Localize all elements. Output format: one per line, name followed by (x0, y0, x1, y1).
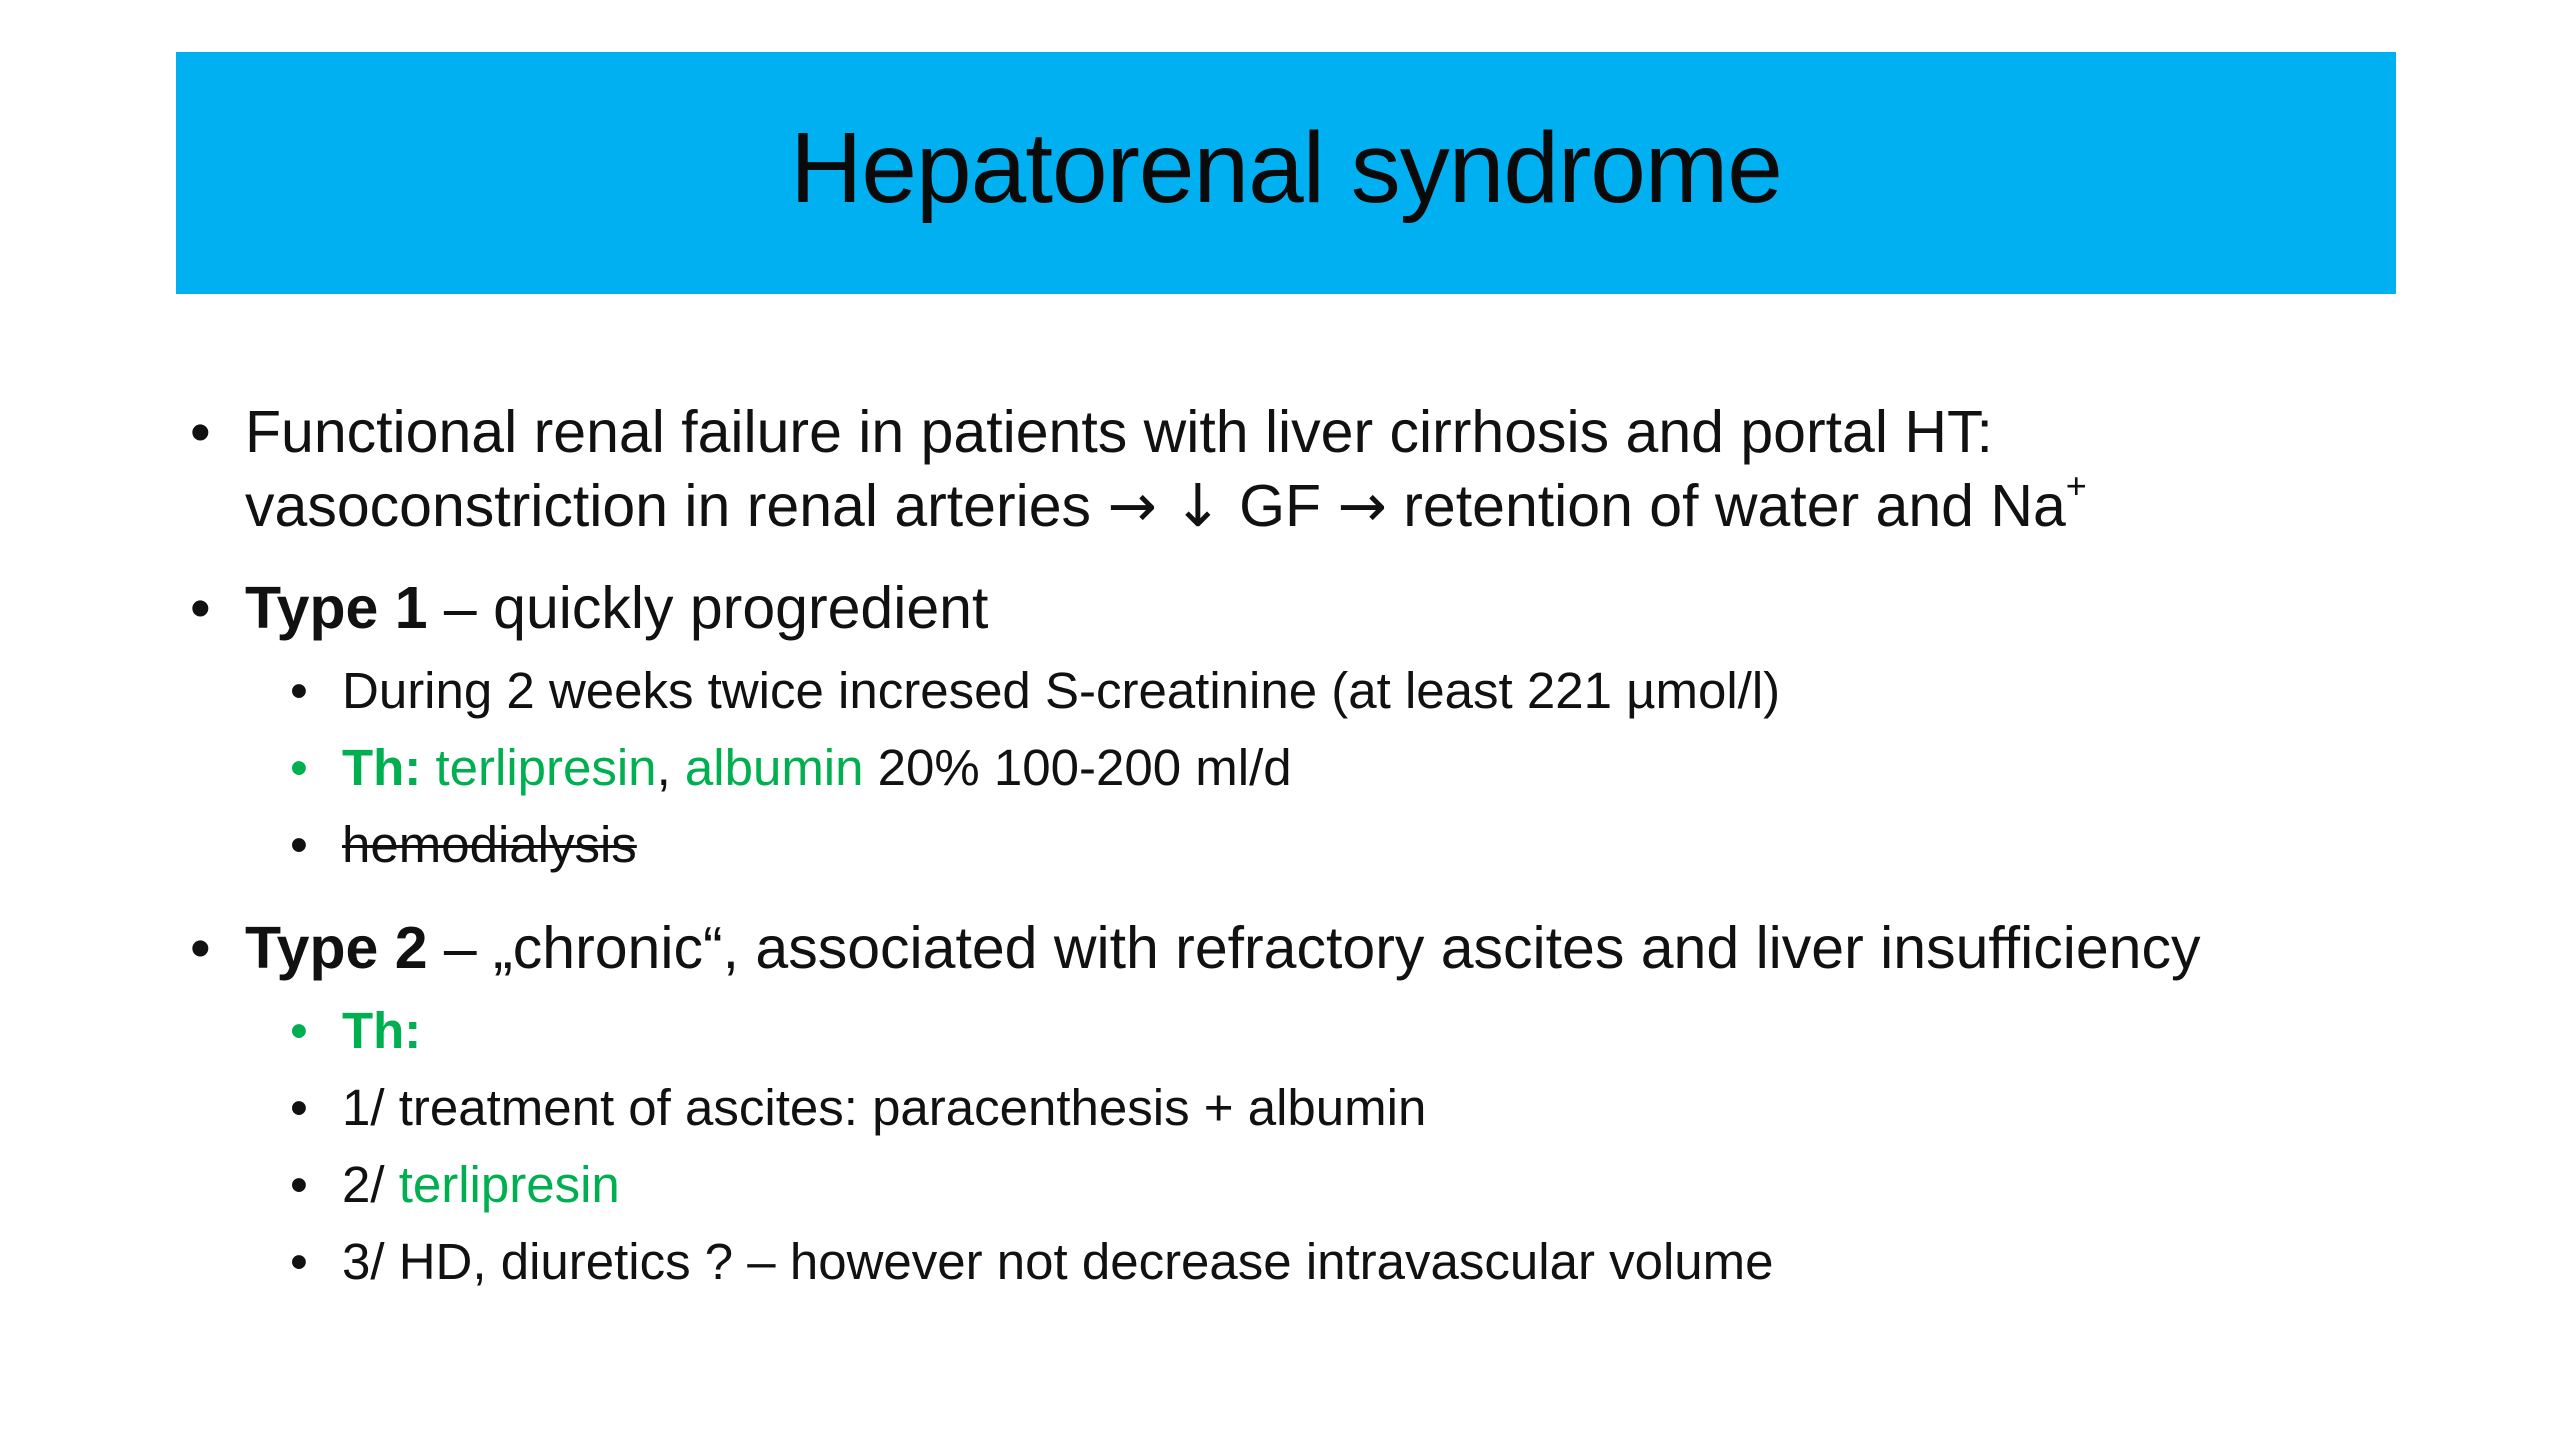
therapy-dose: 20% 100-200 ml/d (863, 739, 1292, 796)
hemodialysis-text: hemodialysis (342, 816, 637, 873)
definition-line-1: Functional renal failure in patients with liver cirrhosis and portal HT: (245, 399, 1993, 465)
type-2-therapy (190, 999, 2430, 1063)
type-1-creatinine (190, 659, 2430, 723)
bullet-type-1 (190, 571, 2430, 645)
bullet-icon: • (290, 739, 308, 796)
type-2-text: – „chronic“, associated with refractory ascites and liver insufficiency (427, 915, 2201, 981)
type-2-label: Type 2 (245, 915, 428, 981)
type-2-hd-diuretics (190, 1230, 2430, 1294)
arrow-right-icon: → (1107, 471, 1157, 540)
bullet-definition (190, 395, 2430, 543)
bullet-icon: • (290, 1156, 308, 1213)
bullet-icon: • (290, 1233, 308, 1290)
superscript-plus: + (2065, 465, 2087, 506)
title-banner (176, 52, 2396, 294)
therapy-drug-albumin: albumin (684, 739, 864, 796)
type-1-hemodialysis (190, 813, 2430, 877)
therapy-label: Th: (342, 739, 422, 796)
arrow-down-icon: ↓ (1173, 471, 1223, 540)
bullet-icon: • (290, 816, 308, 873)
arrow-right-icon: → (1337, 471, 1387, 540)
slide-content (190, 395, 2430, 1307)
bullet-icon: • (190, 399, 211, 465)
definition-text-c: retention of water and Na (1386, 473, 2066, 539)
therapy-comma: , (656, 739, 685, 796)
ascites-text: 1/ treatment of ascites: paracenthesis + albumin (342, 1079, 1427, 1136)
therapy-label: Th: (342, 1002, 422, 1059)
creatinine-text: During 2 weeks twice incresed S-creatinine (at least 221 µmol/l) (342, 662, 1781, 719)
definition-line-2 (245, 465, 2430, 543)
type-2-ascites (190, 1076, 2430, 1140)
terlipresin-drug: terlipresin (398, 1156, 620, 1213)
type-1-text: – quickly progredient (427, 575, 989, 641)
definition-text-a: vasoconstriction in renal arteries (245, 473, 1108, 539)
terlipresin-prefix: 2/ (342, 1156, 399, 1213)
bullet-icon: • (190, 915, 211, 981)
bullet-type-2 (190, 911, 2430, 985)
slide-title: Hepatorenal syndrome (790, 111, 1782, 224)
definition-text-b: GF (1222, 473, 1338, 539)
therapy-drug-terlipresin: terlipresin (421, 739, 657, 796)
type-1-label: Type 1 (245, 575, 428, 641)
bullet-icon: • (290, 662, 308, 719)
bullet-icon: • (190, 575, 211, 641)
type-1-therapy (190, 736, 2430, 800)
hd-diuretics-text: 3/ HD, diuretics ? – however not decrease intravascular volume (342, 1233, 1774, 1290)
type-2-terlipresin (190, 1153, 2430, 1217)
bullet-icon: • (290, 1079, 308, 1136)
bullet-icon: • (290, 1002, 308, 1059)
